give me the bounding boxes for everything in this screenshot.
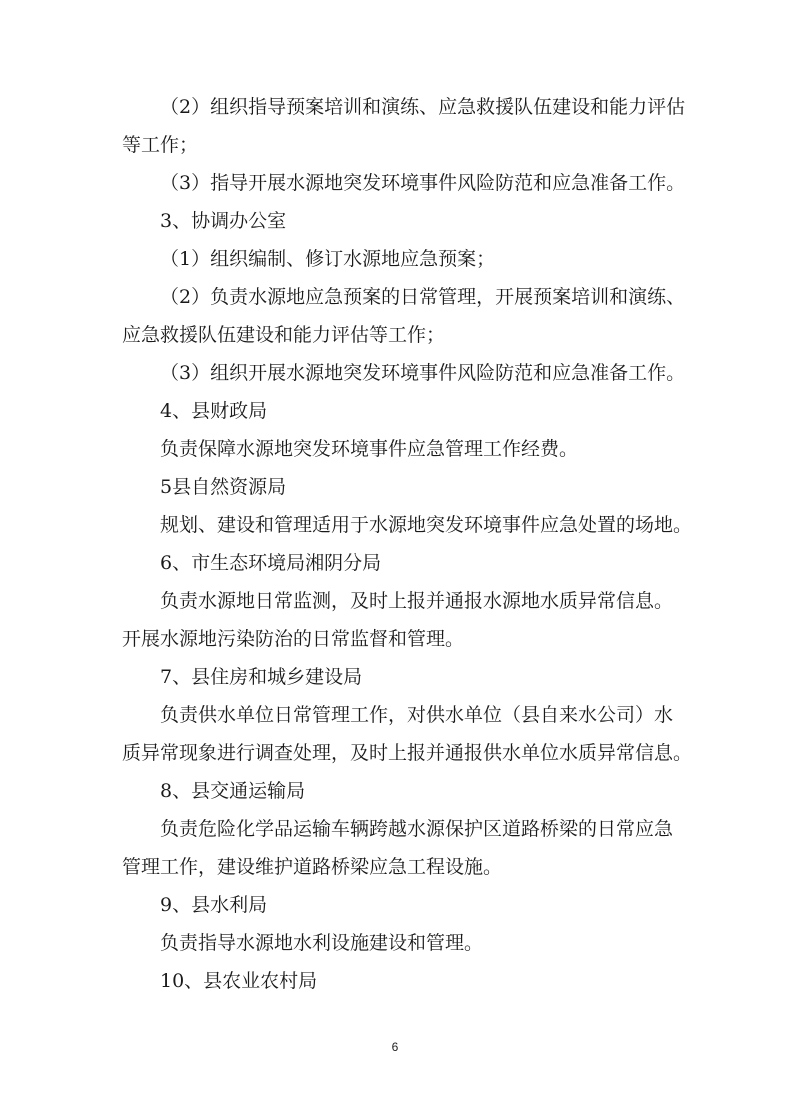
- text-line: 等工作；: [122, 134, 199, 156]
- document-body: [122, 88, 693, 1000]
- text-line: 应急救援队伍建设和能力评估等工作；: [122, 324, 446, 346]
- text-line: 7、县住房和城乡建设局: [160, 666, 363, 688]
- text-line: （3）指导开展水源地突发环境事件风险防范和应急准备工作。: [160, 172, 686, 194]
- text-line: 8、县交通运输局: [160, 780, 306, 802]
- page-number: 6: [391, 1040, 399, 1054]
- text-line: 9、县水利局: [160, 894, 268, 916]
- text-line: 负责供水单位日常管理工作，对供水单位（县自来水公司）水: [160, 704, 674, 726]
- text-line: 6、市生态环境局湘阴分局: [160, 552, 382, 574]
- text-line: 管理工作，建设维护道路桥梁应急工程设施。: [122, 856, 503, 878]
- text-line: 5县自然资源局: [160, 476, 287, 498]
- text-line: 10、县农业农村局: [160, 970, 318, 992]
- text-line: 质异常现象进行调查处理，及时上报并通报供水单位水质异常信息。: [122, 742, 693, 764]
- text-line: 3、协调办公室: [160, 210, 287, 232]
- text-line: （3）组织开展水源地突发环境事件风险防范和应急准备工作。: [160, 362, 686, 384]
- text-line: （1）组织编制、修订水源地应急预案；: [160, 248, 496, 270]
- text-line: 规划、建设和管理适用于水源地突发环境事件应急处置的场地。: [160, 514, 693, 536]
- text-line: 负责水源地日常监测，及时上报并通报水源地水质异常信息。: [160, 590, 674, 612]
- text-line: 4、县财政局: [160, 400, 268, 422]
- text-line: 负责指导水源地水利设施建设和管理。: [160, 932, 484, 954]
- text-line: （2）组织指导预案培训和演练、应急救援队伍建设和能力评估: [160, 96, 686, 118]
- text-line: 开展水源地污染防治的日常监督和管理。: [122, 628, 465, 650]
- text-line: （2）负责水源地应急预案的日常管理，开展预案培训和演练、: [160, 286, 686, 308]
- text-line: 负责保障水源地突发环境事件应急管理工作经费。: [160, 438, 579, 460]
- text-line: 负责危险化学品运输车辆跨越水源保护区道路桥梁的日常应急: [160, 818, 674, 840]
